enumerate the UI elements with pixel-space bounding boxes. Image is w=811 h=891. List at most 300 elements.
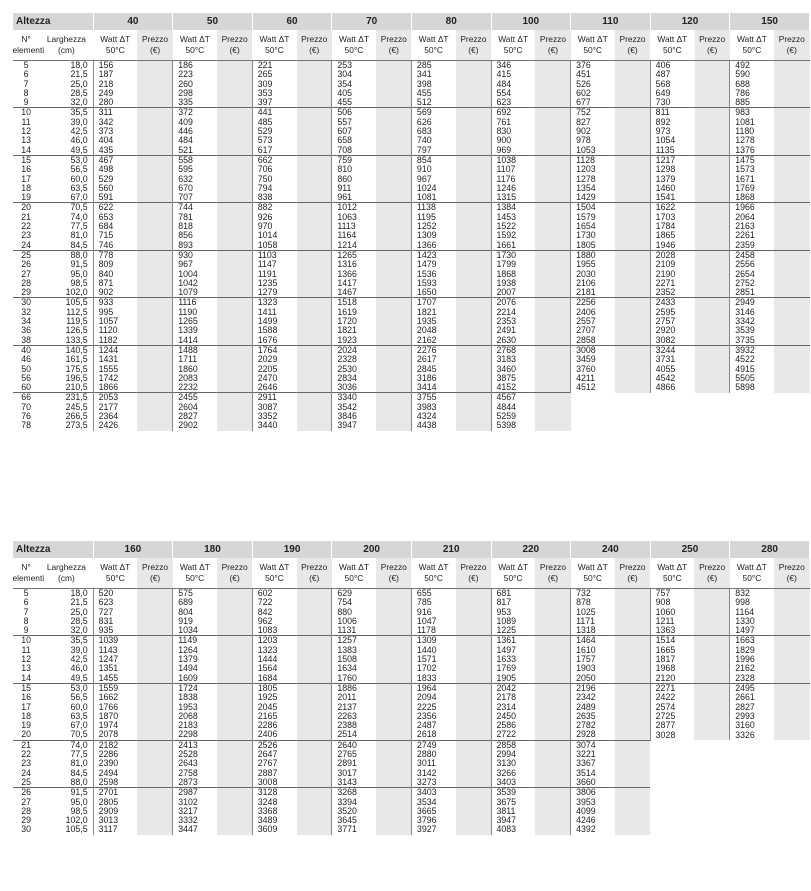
watt-value: 1316 — [332, 260, 376, 269]
watt-value: 397 — [252, 98, 296, 108]
price-cell — [217, 636, 252, 646]
price-cell — [694, 721, 729, 730]
price-cell — [297, 421, 332, 430]
table-row — [13, 807, 810, 816]
empty-cell — [730, 788, 774, 798]
price-label: Prezzo (€) — [535, 558, 570, 589]
watt-value: 930 — [173, 250, 217, 260]
table-row — [13, 608, 810, 617]
table-row — [13, 270, 810, 279]
watt-value: 4055 — [650, 365, 694, 374]
col-elements-label: N° elementi — [13, 30, 40, 61]
watt-value: 484 — [491, 80, 535, 89]
empty-cell — [774, 412, 809, 421]
watt-value: 1703 — [650, 213, 694, 222]
empty-cell — [650, 412, 694, 421]
watt-value: 554 — [491, 89, 535, 98]
empty-cell — [730, 421, 774, 430]
elements-count: 60 — [21, 382, 31, 393]
price-cell — [456, 740, 491, 750]
table-row — [13, 193, 810, 203]
watt-value: 1730 — [491, 250, 535, 260]
height-header: 80 — [411, 13, 491, 30]
watt-value: 2487 — [411, 721, 455, 730]
watt-value: 3342 — [730, 317, 774, 326]
price-cell — [456, 383, 491, 393]
price-cell — [774, 222, 809, 231]
price-cell — [774, 693, 809, 702]
price-cell — [217, 250, 252, 260]
watt-value: 1760 — [332, 674, 376, 684]
watt-value: 1024 — [411, 184, 455, 193]
watt-value: 398 — [411, 80, 455, 89]
price-cell — [456, 788, 491, 798]
watt-value: 2902 — [173, 421, 217, 430]
table-row — [13, 703, 810, 712]
price-cell — [297, 279, 332, 288]
price-cell — [297, 769, 332, 778]
watt-value: 1460 — [650, 184, 694, 193]
watt-value: 467 — [93, 155, 137, 165]
width-cm: 56,5 — [70, 692, 88, 703]
watt-value: 3082 — [650, 336, 694, 346]
price-cell — [217, 807, 252, 816]
price-cell — [456, 617, 491, 626]
price-cell — [217, 816, 252, 825]
watt-value: 2725 — [650, 712, 694, 721]
price-cell — [217, 222, 252, 231]
price-cell — [297, 598, 332, 607]
price-cell — [695, 222, 730, 231]
price-cell — [297, 193, 332, 203]
watt-value: 3102 — [173, 798, 217, 807]
watt-value: 4152 — [491, 383, 535, 393]
empty-cell — [774, 393, 809, 403]
watt-value: 1946 — [650, 241, 694, 251]
watt-value: 5898 — [730, 383, 774, 393]
width-cm: 77,5 — [70, 749, 88, 760]
price-cell — [137, 336, 172, 346]
price-cell — [297, 798, 332, 807]
watt-value: 655 — [411, 589, 455, 599]
price-cell — [376, 589, 411, 599]
price-cell — [297, 636, 332, 646]
watt-value: 354 — [332, 80, 376, 89]
price-cell — [615, 626, 650, 636]
price-cell — [376, 98, 411, 108]
price-cell — [297, 683, 332, 693]
watt-value: 405 — [332, 89, 376, 98]
watt-value: 3660 — [571, 778, 615, 788]
price-cell — [297, 383, 332, 393]
price-cell — [456, 298, 491, 308]
watt-value: 1014 — [252, 231, 296, 240]
watt-value: 1279 — [252, 288, 296, 298]
price-cell — [456, 374, 491, 383]
price-cell — [137, 412, 172, 421]
watt-value: 2880 — [411, 750, 455, 759]
price-cell — [535, 203, 570, 213]
watt-value: 512 — [411, 98, 455, 108]
watt-value: 1081 — [730, 118, 774, 127]
price-cell — [615, 260, 650, 269]
watt-value: 2858 — [571, 336, 615, 346]
width-cm: 70,5 — [70, 729, 88, 740]
width-cm: 81,0 — [70, 230, 88, 241]
watt-value: 2489 — [571, 703, 615, 712]
price-cell — [217, 798, 252, 807]
watt-value: 1829 — [730, 646, 774, 655]
price-cell — [376, 825, 411, 834]
price-cell — [217, 403, 252, 412]
empty-cell — [650, 788, 694, 798]
width-cm: 126,5 — [65, 325, 88, 336]
elements-count: 27 — [21, 796, 31, 807]
watt-value: 1135 — [650, 146, 694, 156]
watt-value: 2911 — [252, 393, 296, 403]
price-cell — [376, 317, 411, 326]
price-cell — [615, 655, 650, 664]
watt-value: 708 — [332, 146, 376, 156]
price-cell — [376, 807, 411, 816]
elements-count: 9 — [23, 625, 29, 636]
watt-value: 3927 — [411, 825, 455, 834]
price-cell — [615, 721, 650, 730]
watt-value: 3665 — [411, 807, 455, 816]
price-cell — [695, 345, 730, 355]
table-row — [13, 136, 810, 145]
price-cell — [297, 203, 332, 213]
watt-value: 626 — [411, 118, 455, 127]
watt-label: Watt ΔT 50°C — [173, 558, 217, 589]
price-cell — [456, 118, 491, 127]
watt-value: 662 — [252, 155, 296, 165]
price-cell — [137, 626, 172, 636]
price-cell — [535, 61, 570, 71]
watt-value: 840 — [93, 270, 137, 279]
price-cell — [376, 740, 411, 750]
watt-value: 1309 — [411, 231, 455, 240]
price-cell — [774, 712, 809, 721]
price-cell — [615, 146, 650, 156]
price-cell — [535, 759, 570, 768]
price-cell — [376, 89, 411, 98]
watt-value: 2514 — [332, 730, 376, 740]
price-cell — [376, 393, 411, 403]
elements-count: 78 — [21, 420, 31, 431]
elements-count: 50 — [21, 363, 31, 374]
price-cell — [456, 721, 491, 730]
watt-value: 752 — [571, 108, 615, 118]
watt-value: 1610 — [571, 646, 615, 655]
price-cell — [376, 664, 411, 673]
price-cell — [456, 807, 491, 816]
watt-value: 2701 — [93, 788, 137, 798]
elements-count: 7 — [23, 78, 29, 89]
watt-value: 761 — [491, 118, 535, 127]
price-cell — [217, 393, 252, 403]
price-cell — [456, 175, 491, 184]
watt-value: 2356 — [411, 712, 455, 721]
watt-value: 1323 — [252, 646, 296, 655]
watt-value: 1860 — [173, 365, 217, 374]
watt-value: 880 — [332, 608, 376, 617]
price-label: Prezzo (€) — [694, 558, 729, 589]
watt-value: 309 — [252, 80, 296, 89]
price-cell — [297, 403, 332, 412]
watt-value: 838 — [252, 193, 296, 203]
watt-value: 3771 — [332, 825, 376, 834]
watt-value: 1654 — [571, 222, 615, 231]
watt-value: 406 — [650, 61, 694, 71]
watt-value: 916 — [411, 608, 455, 617]
price-cell — [535, 80, 570, 89]
watt-value: 3008 — [571, 345, 615, 355]
watt-value: 1609 — [173, 674, 217, 684]
table-row — [13, 317, 810, 326]
price-cell — [774, 598, 809, 607]
watt-value: 4083 — [491, 825, 535, 834]
watt-value: 2877 — [650, 721, 694, 730]
watt-value: 754 — [332, 598, 376, 607]
watt-value: 2328 — [332, 355, 376, 364]
watt-value: 1619 — [332, 308, 376, 317]
price-cell — [376, 250, 411, 260]
price-cell — [774, 70, 809, 79]
price-cell — [535, 118, 570, 127]
width-cm: 67,0 — [70, 720, 88, 731]
price-cell — [217, 730, 252, 740]
price-cell — [137, 674, 172, 684]
price-cell — [376, 646, 411, 655]
price-cell — [376, 730, 411, 740]
price-cell — [615, 636, 650, 646]
watt-value: 2661 — [730, 693, 774, 702]
width-cm: 88,0 — [70, 776, 88, 787]
width-cm: 161,5 — [65, 354, 88, 365]
price-cell — [615, 193, 650, 203]
price-cell — [615, 740, 650, 750]
elements-count: 22 — [21, 221, 31, 232]
price-cell — [456, 816, 491, 825]
watt-value: 3146 — [730, 308, 774, 317]
price-cell — [615, 336, 650, 346]
watt-value: 1004 — [173, 270, 217, 279]
watt-value: 2928 — [571, 730, 615, 740]
watt-value: 280 — [93, 98, 137, 108]
price-cell — [376, 345, 411, 355]
watt-value: 1593 — [411, 279, 455, 288]
price-cell — [137, 703, 172, 712]
price-cell — [694, 712, 729, 721]
price-cell — [456, 674, 491, 684]
elements-count: 14 — [21, 672, 31, 683]
watt-value: 2491 — [491, 326, 535, 335]
price-cell — [456, 703, 491, 712]
watt-value: 1497 — [491, 646, 535, 655]
price-cell — [297, 778, 332, 788]
watt-value: 1195 — [411, 213, 455, 222]
watt-value: 2276 — [411, 345, 455, 355]
price-cell — [774, 89, 809, 98]
watt-value: 1541 — [650, 193, 694, 203]
height-header: 160 — [93, 541, 173, 558]
watt-value: 1351 — [93, 664, 137, 673]
watt-value: 1522 — [491, 222, 535, 231]
watt-value: 2782 — [571, 721, 615, 730]
watt-value: 706 — [252, 165, 296, 174]
price-cell — [774, 655, 809, 664]
price-cell — [615, 80, 650, 89]
price-cell — [615, 712, 650, 721]
price-cell — [535, 355, 570, 364]
price-cell — [535, 617, 570, 626]
empty-cell — [650, 403, 694, 412]
price-cell — [297, 617, 332, 626]
price-cell — [615, 250, 650, 260]
empty-cell — [650, 778, 694, 788]
watt-value: 1711 — [173, 355, 217, 364]
watt-value: 1955 — [571, 260, 615, 269]
price-cell — [376, 703, 411, 712]
watt-value: 810 — [332, 165, 376, 174]
watt-value: 3244 — [650, 345, 694, 355]
price-cell — [456, 108, 491, 118]
watt-value: 569 — [411, 108, 455, 118]
price-cell — [297, 788, 332, 798]
price-cell — [456, 250, 491, 260]
watt-value: 2617 — [411, 355, 455, 364]
elements-count: 6 — [23, 69, 29, 80]
watt-value: 1318 — [571, 626, 615, 636]
watt-value: 1799 — [491, 260, 535, 269]
watt-value: 2048 — [411, 326, 455, 335]
price-cell — [456, 326, 491, 335]
price-cell — [376, 279, 411, 288]
watt-value: 831 — [93, 617, 137, 626]
watt-value: 785 — [411, 598, 455, 607]
table-row — [13, 374, 810, 383]
price-cell — [297, 664, 332, 673]
watt-value: 2271 — [650, 683, 694, 693]
price-cell — [217, 664, 252, 673]
price-cell — [535, 222, 570, 231]
price-cell — [297, 674, 332, 684]
price-cell — [615, 750, 650, 759]
price-cell — [376, 750, 411, 759]
price-cell — [456, 664, 491, 673]
price-cell — [217, 175, 252, 184]
price-cell — [535, 778, 570, 788]
price-cell — [376, 61, 411, 71]
price-cell — [217, 61, 252, 71]
watt-value: 1006 — [332, 617, 376, 626]
price-cell — [297, 646, 332, 655]
watt-value: 3875 — [491, 374, 535, 383]
price-cell — [695, 213, 730, 222]
price-cell — [774, 61, 809, 71]
empty-cell — [774, 403, 809, 412]
watt-value: 1081 — [411, 193, 455, 203]
price-cell — [695, 118, 730, 127]
price-cell — [137, 184, 172, 193]
price-cell — [535, 127, 570, 136]
price-label: Prezzo (€) — [695, 30, 730, 61]
elements-count: 38 — [21, 334, 31, 345]
watt-value: 1488 — [173, 345, 217, 355]
width-cm: 32,0 — [70, 97, 88, 108]
empty-cell — [650, 740, 694, 750]
watt-value: 1384 — [491, 203, 535, 213]
price-label: Prezzo (€) — [217, 558, 252, 589]
table-row — [13, 175, 810, 184]
watt-value: 3440 — [252, 421, 296, 430]
price-cell — [535, 317, 570, 326]
price-cell — [695, 70, 730, 79]
price-cell — [535, 231, 570, 240]
watt-value: 5398 — [491, 421, 535, 430]
watt-value: 1865 — [650, 231, 694, 240]
width-cm: 53,0 — [40, 683, 93, 693]
watt-value: 617 — [252, 146, 296, 156]
watt-value: 830 — [491, 127, 535, 136]
watt-value: 1805 — [252, 683, 296, 693]
price-cell — [137, 807, 172, 816]
table-row — [13, 155, 810, 165]
table-row — [13, 617, 810, 626]
watt-value: 1868 — [491, 270, 535, 279]
price-cell — [376, 308, 411, 317]
price-cell — [376, 175, 411, 184]
width-cm: 60,0 — [70, 701, 88, 712]
watt-value: 2298 — [173, 730, 217, 740]
width-cm: 102,0 — [65, 815, 88, 826]
watt-value: 2011 — [332, 693, 376, 702]
watt-value: 3074 — [571, 740, 615, 750]
watt-value: 1453 — [491, 213, 535, 222]
price-cell — [297, 816, 332, 825]
watt-value: 2646 — [252, 383, 296, 393]
watt-value: 353 — [252, 89, 296, 98]
watt-value: 1769 — [491, 664, 535, 673]
watt-value: 1225 — [491, 626, 535, 636]
price-cell — [217, 598, 252, 607]
price-cell — [376, 769, 411, 778]
height-header: 60 — [252, 13, 332, 30]
empty-cell — [694, 788, 729, 798]
watt-value: 1103 — [252, 250, 296, 260]
price-cell — [615, 816, 650, 825]
price-cell — [774, 193, 809, 203]
price-cell — [217, 193, 252, 203]
watt-value: 1880 — [571, 250, 615, 260]
elements-count: 18 — [21, 182, 31, 193]
price-cell — [217, 298, 252, 308]
watt-value: 602 — [571, 89, 615, 98]
price-cell — [137, 598, 172, 607]
width-cm: 49,5 — [70, 144, 88, 155]
empty-cell — [774, 769, 809, 778]
watt-value: 2165 — [252, 712, 296, 721]
watt-value: 506 — [332, 108, 376, 118]
price-cell — [297, 355, 332, 364]
watt-label: Watt ΔT 50°C — [332, 558, 376, 589]
price-cell — [774, 250, 809, 260]
watt-value: 3008 — [252, 778, 296, 788]
watt-value: 1235 — [252, 279, 296, 288]
price-cell — [297, 175, 332, 184]
watt-value: 3735 — [730, 336, 774, 346]
